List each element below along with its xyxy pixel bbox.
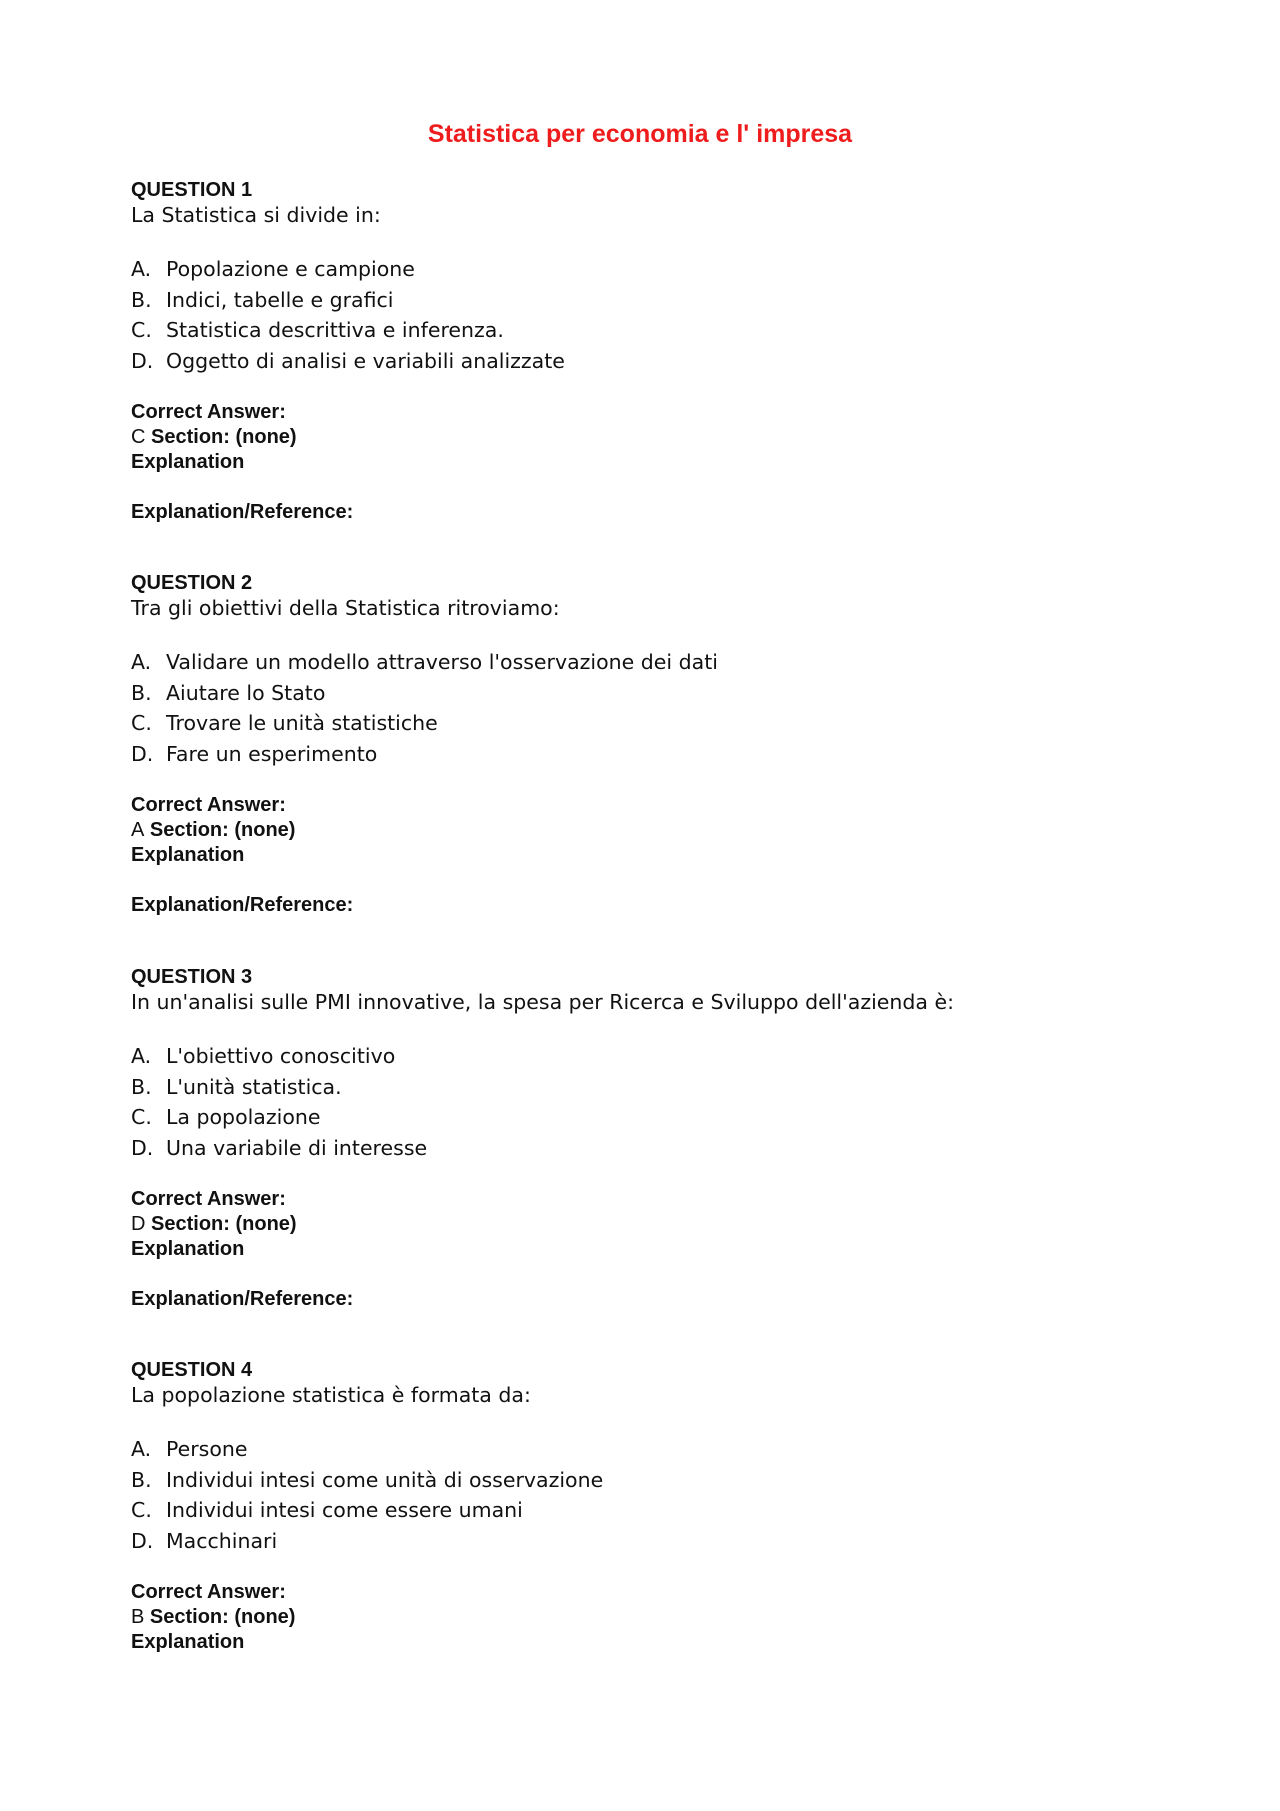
question-text: La Statistica si divide in: (131, 203, 381, 227)
correct-answer-label: Correct Answer: (131, 401, 286, 423)
question-heading: QUESTION 1 (131, 179, 253, 201)
option-letter: C. (131, 1498, 152, 1522)
question-block (131, 571, 1181, 918)
option-text: Aiutare lo Stato (166, 680, 326, 705)
section-label: Section: (none) (149, 1606, 296, 1628)
option-list (131, 254, 1181, 376)
option-text: Macchinari (166, 1528, 278, 1553)
option-item (131, 346, 1181, 377)
option-list (131, 1041, 1181, 1163)
answer-line (131, 425, 1181, 450)
explanation-label: Explanation (131, 844, 245, 866)
question-text: Tra gli obiettivi della Statistica ritroviamo: (131, 596, 560, 620)
answer-letter: A (131, 819, 145, 841)
option-item (131, 1465, 1181, 1496)
option-text: Statistica descrittiva e inferenza. (166, 318, 504, 342)
option-item (131, 254, 1181, 285)
option-item (131, 1072, 1181, 1103)
answer-letter: B (131, 1606, 145, 1628)
option-letter: D. (131, 741, 154, 766)
question-heading: QUESTION 2 (131, 572, 253, 594)
answer-letter: C (131, 426, 146, 448)
answer-line (131, 818, 1181, 843)
option-item (131, 1526, 1181, 1557)
option-item (131, 1434, 1181, 1465)
section-label: Section: (none) (151, 1213, 297, 1235)
option-text: Fare un esperimento (166, 741, 378, 766)
option-item (131, 1133, 1181, 1164)
answer-line (131, 1605, 1181, 1630)
option-text: Individui intesi come essere umani (166, 1498, 523, 1522)
option-letter: D. (131, 1528, 154, 1553)
question-block (131, 178, 1181, 525)
option-text: Validare un modello attraverso l'osservazione dei dati (166, 650, 718, 674)
option-text: L'obiettivo conoscitivo (166, 1044, 396, 1068)
question-block (131, 1358, 1181, 1655)
option-letter: D. (131, 1135, 154, 1160)
option-letter: B. (131, 1074, 152, 1099)
option-text: L'unità statistica. (166, 1074, 342, 1099)
question-heading: QUESTION 4 (131, 1359, 253, 1381)
option-letter: A. (131, 650, 152, 674)
option-text: Popolazione e campione (166, 257, 415, 281)
option-text: La popolazione (166, 1105, 321, 1129)
explanation-label: Explanation (131, 1238, 245, 1260)
explanation-label: Explanation (131, 1631, 245, 1653)
option-list (131, 647, 1181, 769)
answer-line (131, 1212, 1181, 1237)
answer-letter: D (131, 1213, 146, 1235)
option-text: Una variabile di interesse (166, 1135, 428, 1160)
answer-block (131, 1187, 1181, 1312)
option-letter: A. (131, 1044, 152, 1068)
option-item (131, 647, 1181, 678)
option-item (131, 678, 1181, 709)
option-text: Trovare le unità statistiche (166, 711, 438, 735)
option-text: Oggetto di analisi e variabili analizzate (166, 348, 565, 373)
option-letter: A. (131, 1437, 152, 1461)
document-title: Statistica per economia e l' impresa (427, 120, 853, 148)
option-item (131, 708, 1181, 739)
option-item (131, 1495, 1181, 1526)
correct-answer-label: Correct Answer: (131, 1581, 286, 1603)
explanation-reference-label: Explanation/Reference: (131, 1288, 354, 1310)
explanation-reference-label: Explanation/Reference: (131, 894, 354, 916)
option-letter: C. (131, 1105, 152, 1129)
section-label: Section: (none) (151, 426, 297, 448)
option-item (131, 1041, 1181, 1072)
section-label: Section: (none) (149, 819, 296, 841)
option-letter: B. (131, 287, 152, 312)
option-item (131, 285, 1181, 316)
explanation-label: Explanation (131, 451, 245, 473)
explanation-reference-label: Explanation/Reference: (131, 501, 354, 523)
correct-answer-label: Correct Answer: (131, 1188, 286, 1210)
option-list (131, 1434, 1181, 1556)
answer-block (131, 1580, 1181, 1655)
option-letter: B. (131, 1467, 152, 1492)
answer-block (131, 400, 1181, 525)
answer-block (131, 793, 1181, 918)
option-letter: B. (131, 680, 152, 705)
option-letter: C. (131, 711, 152, 735)
question-heading: QUESTION 3 (131, 966, 253, 988)
option-letter: C. (131, 318, 152, 342)
option-text: Indici, tabelle e grafici (166, 287, 394, 312)
option-item (131, 1102, 1181, 1133)
option-letter: D. (131, 348, 154, 373)
question-block (131, 965, 1181, 1312)
question-text: La popolazione statistica è formata da: (131, 1383, 531, 1407)
option-text: Individui intesi come unità di osservazione (166, 1467, 604, 1492)
question-text: In un'analisi sulle PMI innovative, la spesa per Ricerca e Sviluppo dell'azienda è: (131, 990, 954, 1014)
correct-answer-label: Correct Answer: (131, 794, 286, 816)
option-letter: A. (131, 257, 152, 281)
option-item (131, 739, 1181, 770)
option-item (131, 315, 1181, 346)
option-text: Persone (166, 1437, 248, 1461)
